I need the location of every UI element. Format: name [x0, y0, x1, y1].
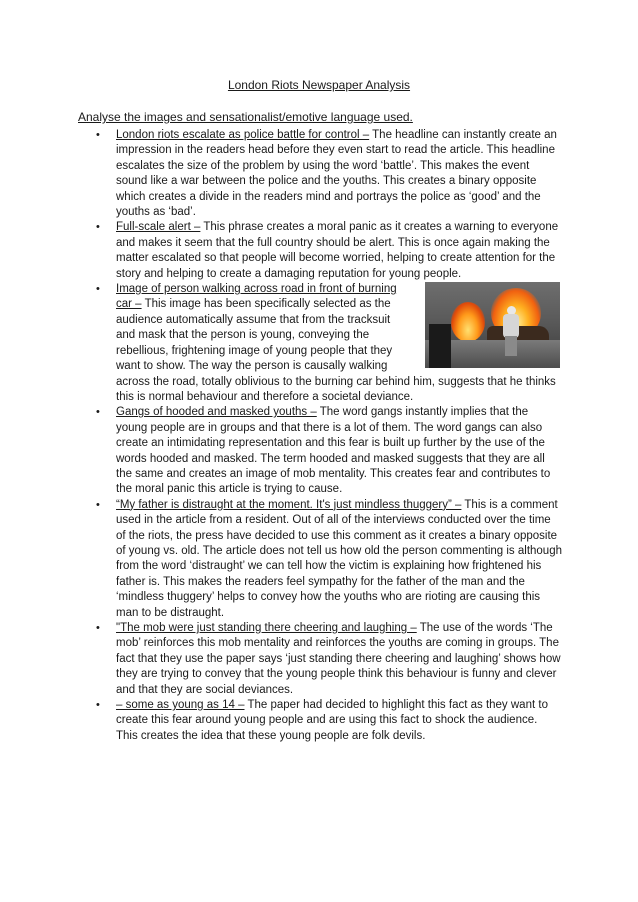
point-heading: Gangs of hooded and masked youths –: [116, 406, 317, 419]
point-body: The headline can instantly create an impression in the readers head before they even start to read the article. This headline escalates the size of the problem by using the word ‘battle’. This makes the event sound like a war between the police and the youths. This creates a binary opposite which creates a divide in the readers mind and portrays the police as ‘good’ and the youths as ‘bad’.: [116, 129, 557, 219]
bullet-icon: •: [96, 622, 100, 634]
point-body: The word gangs instantly implies that the young people are in groups and that there is a lot of them. The word gangs can also create an intimidating representation and this fear is built up further by the use of the words hooded and masked. The term hooded and masked suggests that they are all the same and creates an image of mob mentality. This creates fear and contributes to the moral panic this article is trying to cause.: [116, 406, 551, 496]
bullet-icon: •: [96, 283, 100, 296]
point-body: This image has been specifically selected as the audience automatically assume that from the tracksuit and mask that the person is young, conveying the rebellious, frightening image of young people that they want to show. The way the person is causally walking across the road, totally oblivious to the burning car behind him, suggests that he thinks this is normal behaviour and therefore a societal deviance.: [116, 298, 556, 403]
point-heading: "The mob were just standing there cheering and laughing –: [116, 622, 417, 634]
point-body: This is a comment used in the article from a resident. Out of all of the interviews conducted over the time of the riots, the press have decided to use this comment as it creates a binary opposite of young vs. old. The article does not tell us how old the person commenting is although from the word ‘distraught’ we can tell how the victim is explaining how frightened his father is. This makes the readers feel sympathy for the father of the man and the ‘mindless thuggery’ helps to convey how the youths who are rioting are causing this man to be distraught.: [116, 498, 562, 619]
point-heading: – some as young as 14 –: [116, 699, 245, 712]
point-body: The use of the words ‘The mob’ reinforces this mob mentality and reinforces the youths are coming in groups. The fact that they use the paper says ‘just standing there cheering and laughing’ shows how they are trying to convey that the young people think this behaviour is funny and clever and that they are social deviances.: [116, 622, 561, 696]
bullet-icon: •: [96, 221, 100, 234]
point-heading: London riots escalate as police battle for control –: [116, 129, 370, 141]
point-heading: Image of person walking across road in front of burning car –: [116, 283, 397, 311]
point-body: This phrase creates a moral panic as it creates a warning to everyone and makes it seem that the full country should be alert. This is once again making the matter escalated so that people will become worried, helping to create attention for the story and helping to create a damaging reputation for young people.: [116, 221, 559, 280]
list-item: [96, 282, 562, 405]
list-item: [96, 405, 562, 497]
bullet-icon: •: [96, 498, 100, 511]
list-item: [96, 621, 562, 698]
intro-instruction: Analyse the images and sensationalist/emotive language used.: [78, 110, 413, 124]
point-body: The paper had decided to highlight this fact as they want to create this fear around young people and are using this fact to shock the audience. This creates the idea that these young people are folk devils.: [116, 699, 548, 742]
list-item: [96, 498, 562, 621]
burning-car-photo: [425, 282, 560, 368]
point-heading: “My father is distraught at the moment. It's just mindless thuggery” –: [116, 498, 462, 511]
analysis-list: [96, 128, 562, 744]
bullet-icon: •: [96, 406, 100, 419]
list-item: [96, 128, 562, 220]
bullet-icon: •: [96, 129, 100, 141]
list-item: [96, 220, 562, 282]
page-title: London Riots Newspaper Analysis: [227, 78, 411, 92]
list-item: [96, 698, 562, 744]
point-heading: Full-scale alert –: [116, 221, 201, 234]
bullet-icon: •: [96, 699, 100, 712]
